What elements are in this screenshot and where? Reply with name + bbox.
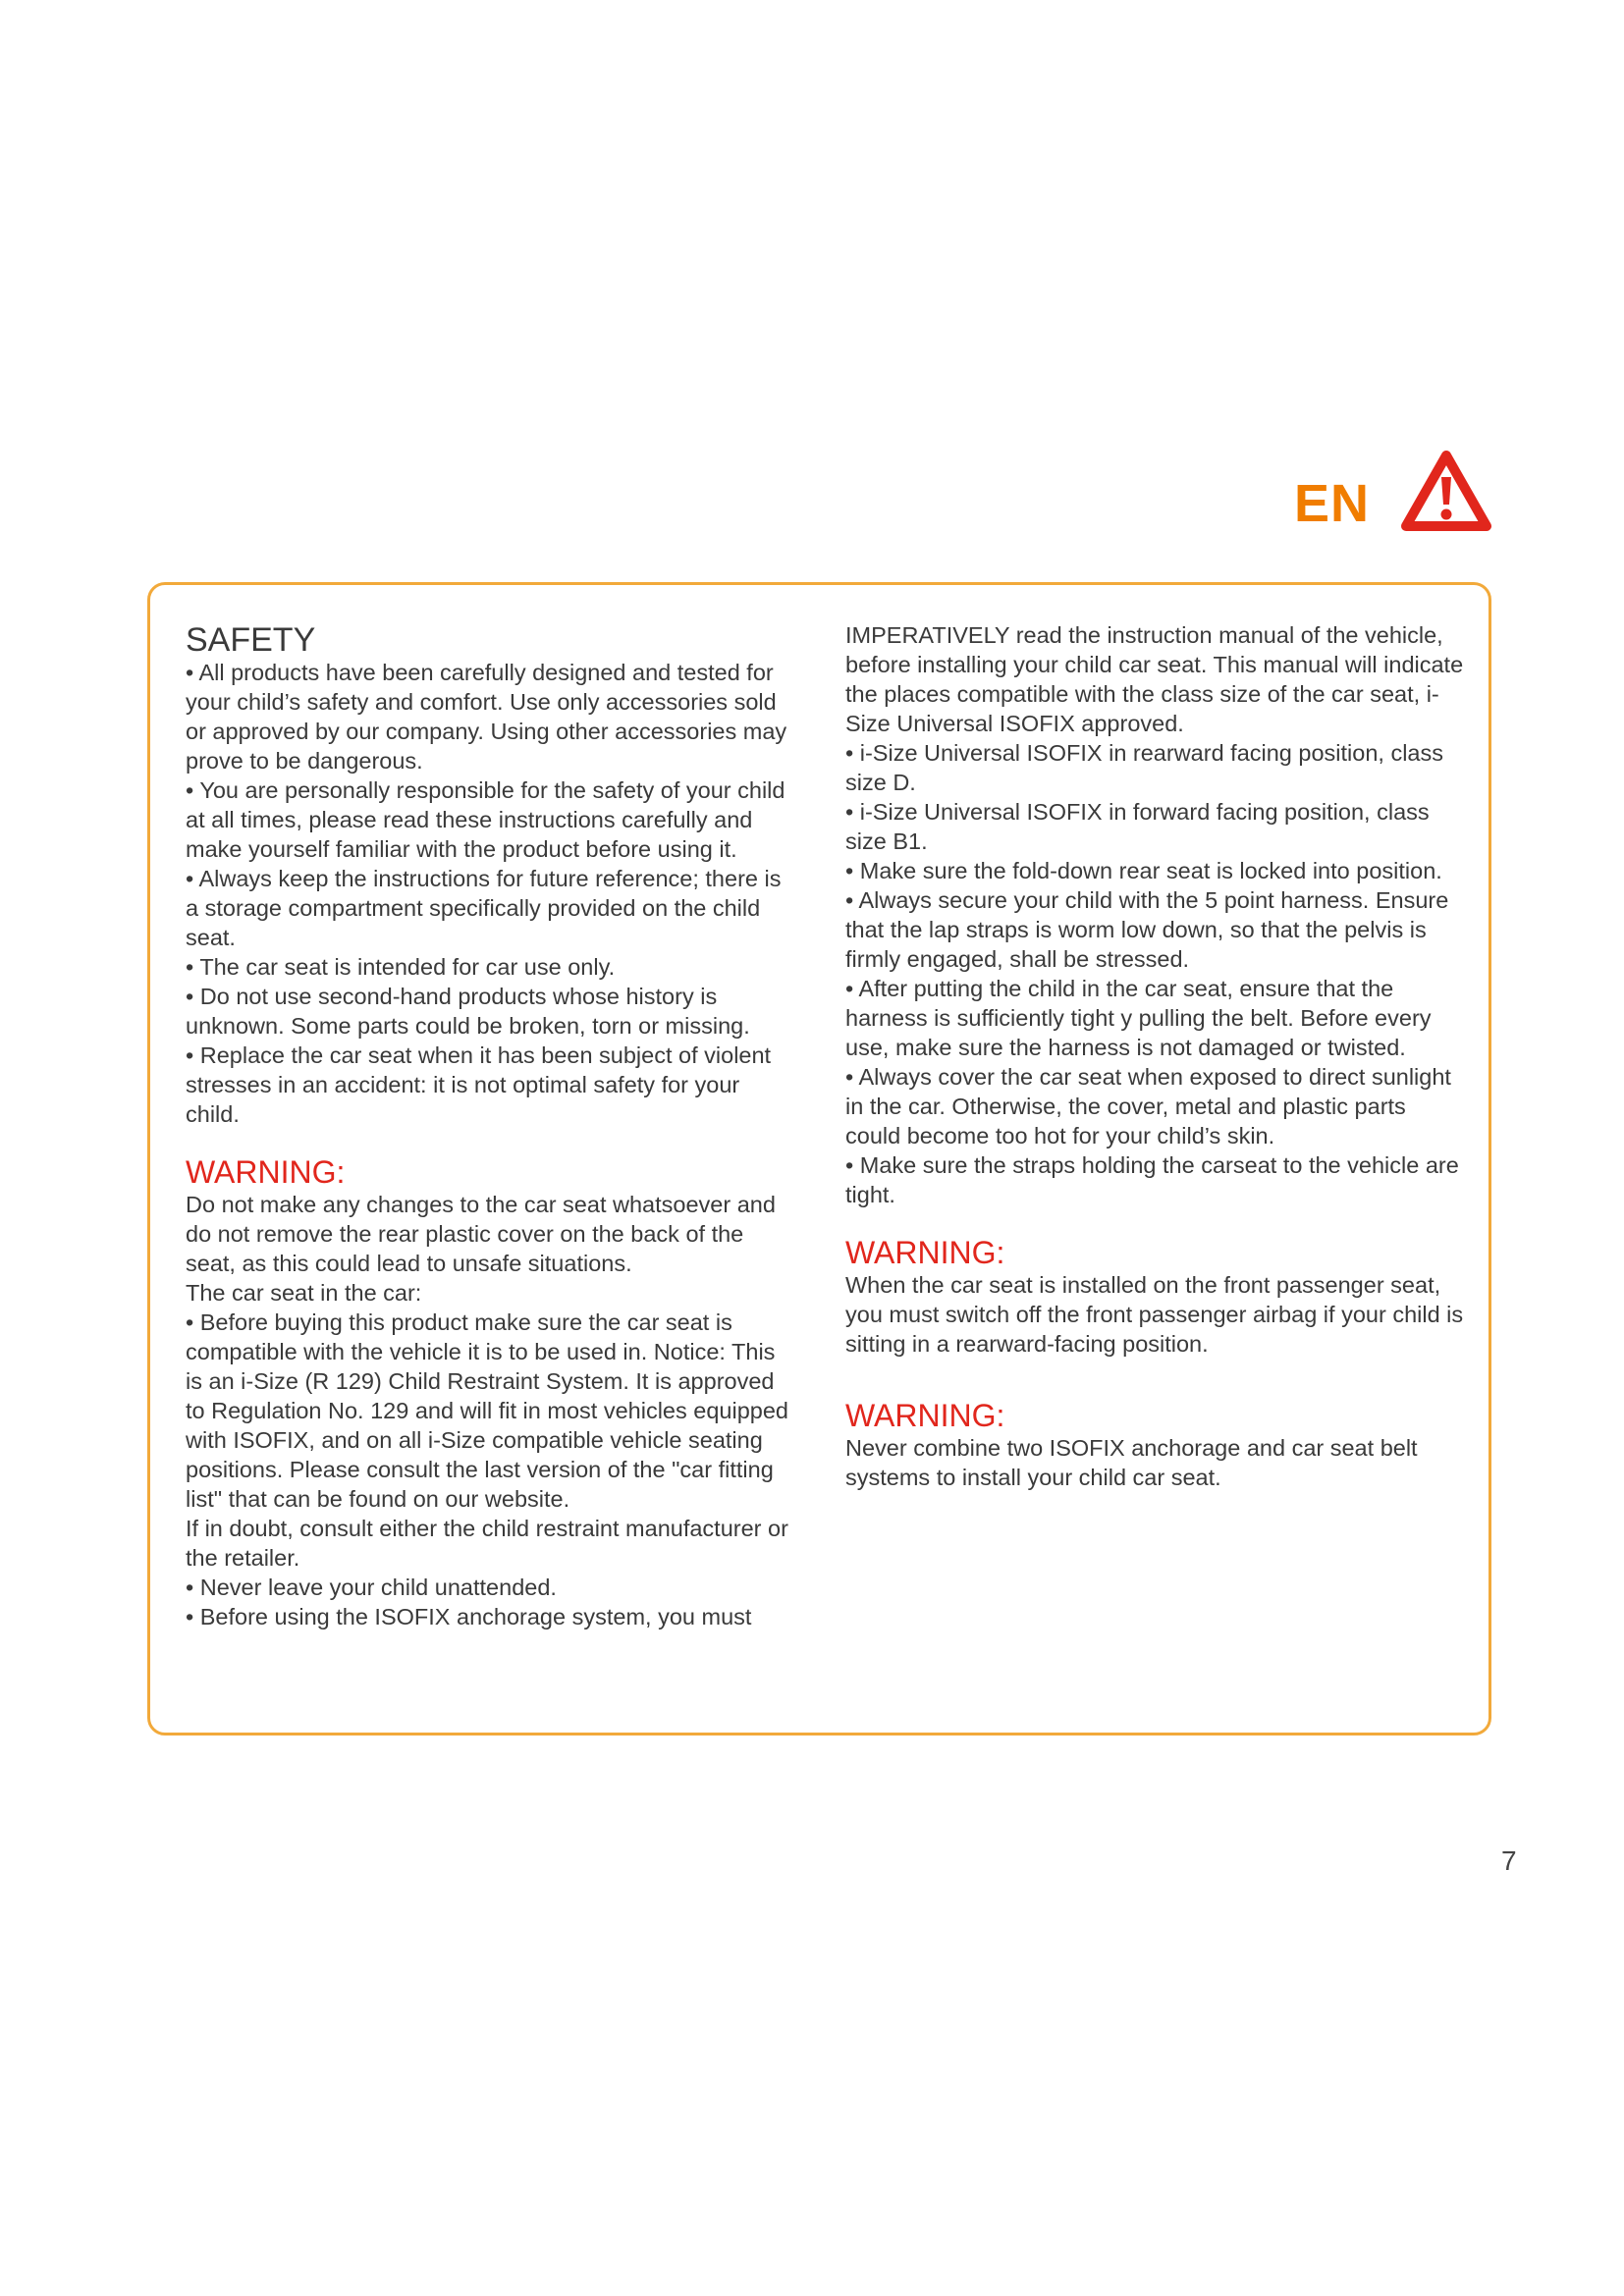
instruction-paragraph: • i-Size Universal ISOFIX in rearward facing position, class size D. — [845, 740, 1444, 795]
safety-paragraph: • Always keep the instructions for future reference; there is a storage compartment specifically provided on the child seat. — [186, 866, 782, 950]
language-code: EN — [1294, 474, 1371, 533]
airbag-warning-title: WARNING: — [845, 1235, 1005, 1270]
left-column — [186, 622, 794, 1631]
instruction-paragraph: • Always secure your child with the 5 point harness. Ensure that the lap straps is worm low down, so that the pelvis is firmly engaged, shall be stressed. — [845, 887, 1449, 972]
isofix-warning-text: Never combine two ISOFIX anchorage and car seat belt systems to install your child car seat. — [845, 1435, 1418, 1490]
warning-triangle-icon — [1400, 450, 1492, 534]
instruction-paragraph: • Always cover the car seat when exposed to direct sunlight in the car. Otherwise, the cover, metal and plastic parts could become too hot for your child’s skin. — [845, 1064, 1451, 1148]
safety-paragraph: • Do not use second-hand products whose history is unknown. Some parts could be broken, torn or missing. — [186, 984, 750, 1039]
language-badge — [1294, 442, 1500, 550]
warning-paragraph: Do not make any changes to the car seat whatsoever and do not remove the rear plastic cover on the back of the seat, as this could lead to unsafe situations. — [186, 1192, 776, 1276]
right-column — [845, 620, 1466, 1492]
instruction-paragraph: • i-Size Universal ISOFIX in forward facing position, class size B1. — [845, 799, 1430, 854]
instruction-paragraph: • Make sure the fold-down rear seat is locked into position. — [845, 858, 1442, 883]
page-number: 7 — [1501, 1845, 1517, 1876]
instruction-paragraph: • Make sure the straps holding the carseat to the vehicle are tight. — [845, 1152, 1459, 1207]
safety-title: SAFETY — [186, 621, 316, 659]
safety-panel — [147, 582, 1491, 1735]
instruction-paragraph: • After putting the child in the car seat, ensure that the harness is sufficiently tight y pulling the belt. Before every use, make sure the harness is not damaged or twisted. — [845, 976, 1432, 1060]
warning-paragraph: • Never leave your child unattended. — [186, 1575, 557, 1600]
warning-paragraph: • Before using the ISOFIX anchorage system, you must — [186, 1604, 752, 1629]
warning-paragraph: The car seat in the car: — [186, 1280, 422, 1306]
instruction-paragraph: IMPERATIVELY read the instruction manual of the vehicle, before installing your child car seat. This manual will indicate the places compatible with the class size of the car seat, i-Size Universal ISOFIX approved. — [845, 622, 1464, 736]
warning-paragraph: If in doubt, consult either the child restraint manufacturer or the retailer. — [186, 1516, 788, 1571]
safety-paragraph: • You are personally responsible for the safety of your child at all times, please read these instructions carefully and make yourself familiar with the product before using it. — [186, 777, 785, 862]
warning-paragraph: • Before buying this product make sure the car seat is compatible with the vehicle it is to be used in. Notice: This is an i-Size (R 129) Child Restraint System. It is approved to Regulation No. 129 and will fit in most vehicles equipped with ISOFIX, and on all i-Size compatible vehicle seating positions. Please consult the last version of the "car fitting list" that can be found on our website. — [186, 1309, 788, 1512]
airbag-warning-text: When the car seat is installed on the front passenger seat, you must switch off the front passenger airbag if your child is sitting in a rearward-facing position. — [845, 1272, 1464, 1357]
isofix-warning-title: WARNING: — [845, 1398, 1005, 1433]
safety-paragraph: • The car seat is intended for car use only. — [186, 954, 616, 980]
warning-title: WARNING: — [186, 1154, 346, 1190]
safety-paragraph: • All products have been carefully designed and tested for your child’s safety and comfort. Use only accessories sold or approved by our company. Using other accessories may prove to be dangerous. — [186, 660, 787, 774]
safety-paragraph: • Replace the car seat when it has been subject of violent stresses in an accident: it is not optimal safety for your child. — [186, 1042, 772, 1127]
